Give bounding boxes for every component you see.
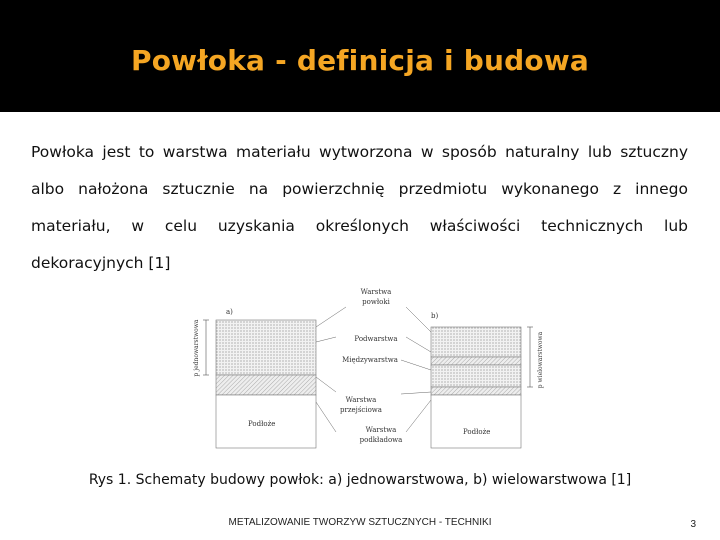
label-b: b): [431, 312, 439, 320]
substrate-label-a: Podłoże: [248, 420, 276, 428]
svg-text:Podwarstwa: Podwarstwa: [354, 335, 398, 343]
diagram-a: [193, 308, 316, 448]
diagram-b: [431, 312, 544, 448]
svg-text:podkładowa: podkładowa: [359, 436, 403, 444]
footer-text: METALIZOWANIE TWORZYW SZTUCZNYCH - TECHNIKI: [228, 517, 492, 528]
transition-layer-a: [216, 375, 316, 395]
slide-title: Powłoka - definicja i budowa: [130, 44, 590, 77]
svg-text:Międzywarstwa: Międzywarstwa: [342, 356, 398, 364]
vertical-label-a: p jednowarstwowa: [193, 319, 200, 377]
page-number: 3: [690, 519, 696, 530]
svg-text:Warstwa: Warstwa: [345, 396, 377, 404]
figure-caption: Rys 1. Schematy budowy powłok: a) jednowarstwowa, b) wielowarstwowa [1]: [88, 472, 632, 488]
svg-text:Warstwa: Warstwa: [360, 288, 392, 296]
center-labels: [340, 288, 402, 444]
svg-text:Warstwa: Warstwa: [365, 426, 397, 434]
svg-text:przejściowa: przejściowa: [340, 406, 382, 414]
substrate-b: [431, 395, 521, 448]
label-a: a): [226, 308, 233, 316]
svg-text:powłoki: powłoki: [362, 298, 390, 306]
vertical-label-b: p wielowarstwowa: [537, 331, 544, 389]
substrate-label-b: Podłoże: [463, 428, 491, 436]
coating-layer-a: [216, 320, 316, 375]
coating-structure-diagram: [186, 282, 566, 450]
definition-paragraph: Powłoka jest to warstwa materiału wytworzona w sposób naturalny lub sztuczny albo nałożona sztucznie na powierzchnię przedmiotu wykonanego z innego materiału, w celu uzyskania określonych właściwości technicznych lub dekoracyjnych [1]: [31, 143, 688, 272]
